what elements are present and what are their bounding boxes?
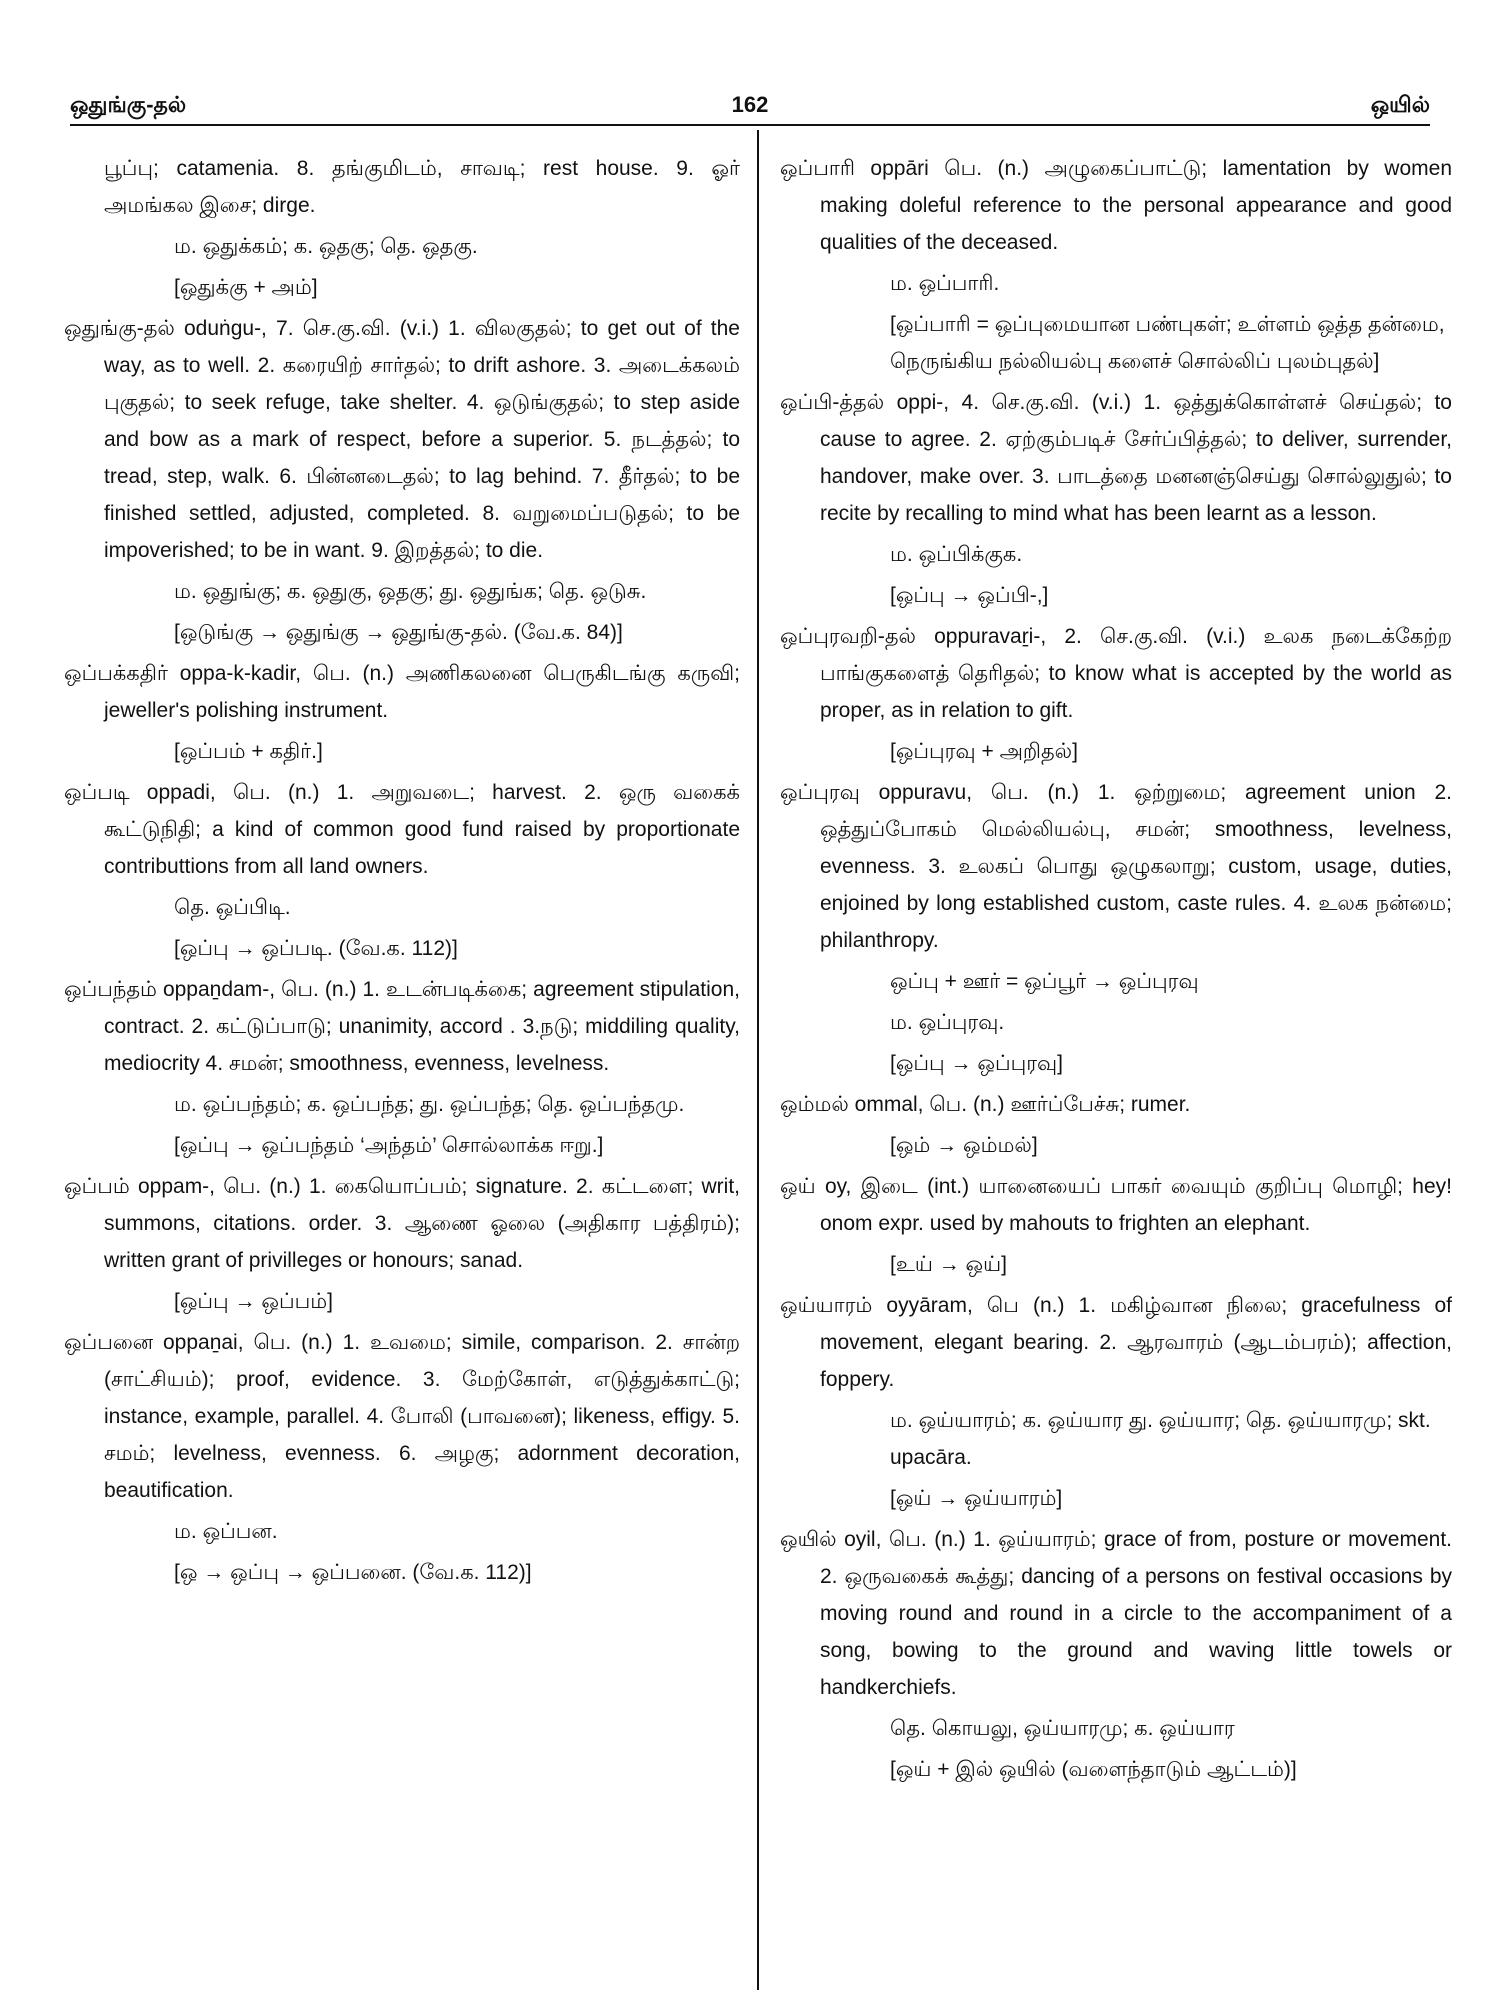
dictionary-entry: ஒய்யாரம் oyyāram, பெ (n.) 1. மகிழ்வான நிலை; gracefulness of movement, elegant bearing. 2. ஆரவாரம் (ஆடம்பரம்); affection, foppery.	[780, 1294, 1452, 1391]
dictionary-entry: ஒப்பந்தம் oppaṉdam-, பெ. (n.) 1. உடன்படிக்கை; agreement stipulation, contract. 2. கட்டுப்பாடு; unanimity, accord . 3.நடு; middiling quality, mediocrity 4. சமன்; smoothness, evenness, levelness.	[64, 978, 740, 1075]
cognates: ம. ஒப்பாரி.	[890, 272, 1000, 295]
etymology: [ஒப்பு → ஒப்பி-,]	[890, 584, 1049, 607]
entry-continuation: பூப்பு; catamenia. 8. தங்குமிடம், சாவடி; rest house. 9. ஓர் அமங்கல இசை; dirge.	[104, 157, 740, 217]
cognates: ம. ஒய்யாரம்; க. ஒய்யார து. ஒய்யார; தெ. ஒய்யாரமு; skt. upacāra.	[890, 1409, 1431, 1469]
cognates: ம. ஒதுங்கு; க. ஒதுகு, ஒதகு; து. ஒதுங்க; தெ. ஒடுசு.	[174, 580, 647, 603]
etymology: [ஒப்பு → ஒப்பம்]	[174, 1290, 333, 1313]
cognates: ம. ஒதுக்கம்; க. ஒதகு; தெ. ஒதகு.	[174, 235, 478, 258]
cognates: தெ. கொயலு, ஒய்யாரமு; க. ஒய்யார	[890, 1717, 1235, 1740]
derivation: ஒப்பு + ஊர் = ஒப்பூர் → ஒப்புரவு	[890, 970, 1199, 993]
etymology: [ஒதுக்கு + அம்]	[174, 276, 318, 299]
running-head-left: ஒதுங்கு-தல்	[70, 92, 187, 117]
etymology: [ஒப்புரவு + அறிதல்]	[890, 740, 1078, 763]
dictionary-entry: ஒப்பக்கதிர் oppa-k-kadir, பெ. (n.) அணிகலனை பெருகிடங்கு கருவி; jeweller's polishing instrument.	[64, 662, 740, 722]
running-head-right: ஒயில்	[1370, 92, 1430, 117]
cognates: ம. ஒப்புரவு.	[890, 1011, 1005, 1034]
dictionary-entry: ஒப்புரவு oppuravu, பெ. (n.) 1. ஒற்றுமை; agreement union 2. ஒத்துப்போகம் மெல்லியல்பு, சமன்; smoothness, levelness, evenness. 3. உலகப் பொது ஒழுகலாறு; custom, usage, duties, enjoined by long established custom, caste rules. 4. உலக நன்மை; philanthropy.	[780, 781, 1452, 952]
dictionary-entry: ஒயில் oyil, பெ. (n.) 1. ஒய்யாரம்; grace of from, posture or movement. 2. ஒருவகைக் கூத்து; dancing of a persons on festival occasions by moving round and round in a circle to the accompaniment of a song, bowing to the ground and waving little towels or handkerchiefs.	[780, 1528, 1452, 1699]
dictionary-entry: ஒம்மல் ommal, பெ. (n.) ஊர்ப்பேச்சு; rumer.	[780, 1093, 1191, 1116]
etymology: [ஒப்பு → ஒப்பந்தம் ‘அந்தம்’ சொல்லாக்க ஈறு.]	[174, 1134, 604, 1157]
cognates: தெ. ஒப்பிடி.	[174, 896, 291, 919]
cognates: ம. ஒப்பிக்குக.	[890, 543, 1023, 566]
etymology: [ஒப்பு → ஒப்படி. (வே.க. 112)]	[174, 937, 458, 960]
page-header	[70, 92, 1430, 126]
dictionary-entry: ஒப்பனை oppaṉai, பெ. (n.) 1. உவமை; simile, comparison. 2. சான்ற (சாட்சியம்); proof, evidence. 3. மேற்கோள், எடுத்துக்காட்டு; instance, example, parallel. 4. போலி (பாவனை); likeness, effigy. 5. சமம்; levelness, evenness. 6. அழகு; adornment decoration, beautification.	[64, 1331, 740, 1502]
dictionary-entry: ஒப்பி-த்தல் oppi-, 4. செ.கு.வி. (v.i.) 1. ஒத்துக்கொள்ளச் செய்தல்; to cause to agree. 2. ஏற்கும்படிச் சேர்ப்பித்தல்; to deliver, surrender, handover, make over. 3. பாடத்தை மனனஞ்செய்து சொல்லுதுல்; to recite by recalling to mind what has been learnt as a lesson.	[780, 391, 1452, 525]
dictionary-entry: ஒதுங்கு-தல் oduṅgu-, 7. செ.கு.வி. (v.i.) 1. விலகுதல்; to get out of the way, as to well. 2. கரையிற் சார்தல்; to drift ashore. 3. அடைக்கலம் புகுதல்; to seek refuge, take shelter. 4. ஒடுங்குதல்; to step aside and bow as a mark of respect, before a superior. 5. நடத்தல்; to tread, step, walk. 6. பின்னடைதல்; to lag behind. 7. தீர்தல்; to be finished settled, adjusted, completed. 8. வறுமைப்படுதல்; to be impoverished; to be in want. 9. இறத்தல்; to die.	[64, 317, 740, 562]
etymology: [ஒடுங்கு → ஒதுங்கு → ஒதுங்கு-தல். (வே.க. 84)]	[174, 621, 623, 644]
etymology: [ஒம் → ஒம்மல்]	[890, 1134, 1038, 1157]
dictionary-entry: ஒப்படி oppadi, பெ. (n.) 1. அறுவடை; harvest. 2. ஒரு வகைக் கூட்டுநிதி; a kind of common good fund raised by proportionate contributtions from all land owners.	[64, 781, 740, 878]
column-divider	[757, 130, 759, 1990]
dictionary-entry: ஒப்புரவறி-தல் oppuravaṟi-, 2. செ.கு.வி. (v.i.) உலக நடைக்கேற்ற பாங்குகளைத் தெரிதல்; to know what is accepted by the world as proper, as in relation to gift.	[780, 625, 1452, 722]
etymology: [ஒய் → ஒய்யாரம்]	[890, 1487, 1063, 1510]
etymology: [ஒப்பு → ஒப்புரவு]	[890, 1052, 1063, 1075]
cognates: ம. ஒப்பன.	[174, 1520, 278, 1543]
dictionary-entry: ஒய் oy, இடை (int.) யானையைப் பாகர் வையும் குறிப்பு மொழி; hey! onom expr. used by mahouts to frighten an elephant.	[780, 1175, 1452, 1235]
etymology: [ஒப்பாரி = ஒப்புமையான பண்புகள்; உள்ளம் ஒத்த தன்மை, நெருங்கிய நல்லியல்பு களைச் சொல்லிப் புலம்புதல்]	[890, 313, 1445, 373]
etymology: [உய் → ஒய்]	[890, 1253, 1007, 1276]
cognates: ம. ஒப்பந்தம்; க. ஒப்பந்த; து. ஒப்பந்த; தெ. ஒப்பந்தமு.	[174, 1093, 685, 1116]
right-column	[780, 150, 1452, 1792]
dictionary-entry: ஒப்பம் oppam-, பெ. (n.) 1. கையொப்பம்; signature. 2. கட்டளை; writ, summons, citations. order. 3. ஆணை ஓலை (அதிகார பத்திரம்); written grant of privilleges or honours; sanad.	[64, 1175, 740, 1272]
header-rule	[70, 124, 1430, 126]
etymology: [ஒய் + இல் ஒயில் (வளைந்தாடும் ஆட்டம்)]	[890, 1758, 1297, 1781]
etymology: [ஒப்பம் + கதிர்.]	[174, 740, 323, 763]
etymology: [ஒ → ஒப்பு → ஒப்பனை. (வே.க. 112)]	[174, 1561, 532, 1584]
dictionary-entry: ஒப்பாரி oppāri பெ. (n.) அழுகைப்பாட்டு; lamentation by women making doleful reference to the personal appearance and good qualities of the deceased.	[780, 157, 1452, 254]
left-column	[64, 150, 740, 1595]
page-number: 162	[731, 92, 769, 117]
